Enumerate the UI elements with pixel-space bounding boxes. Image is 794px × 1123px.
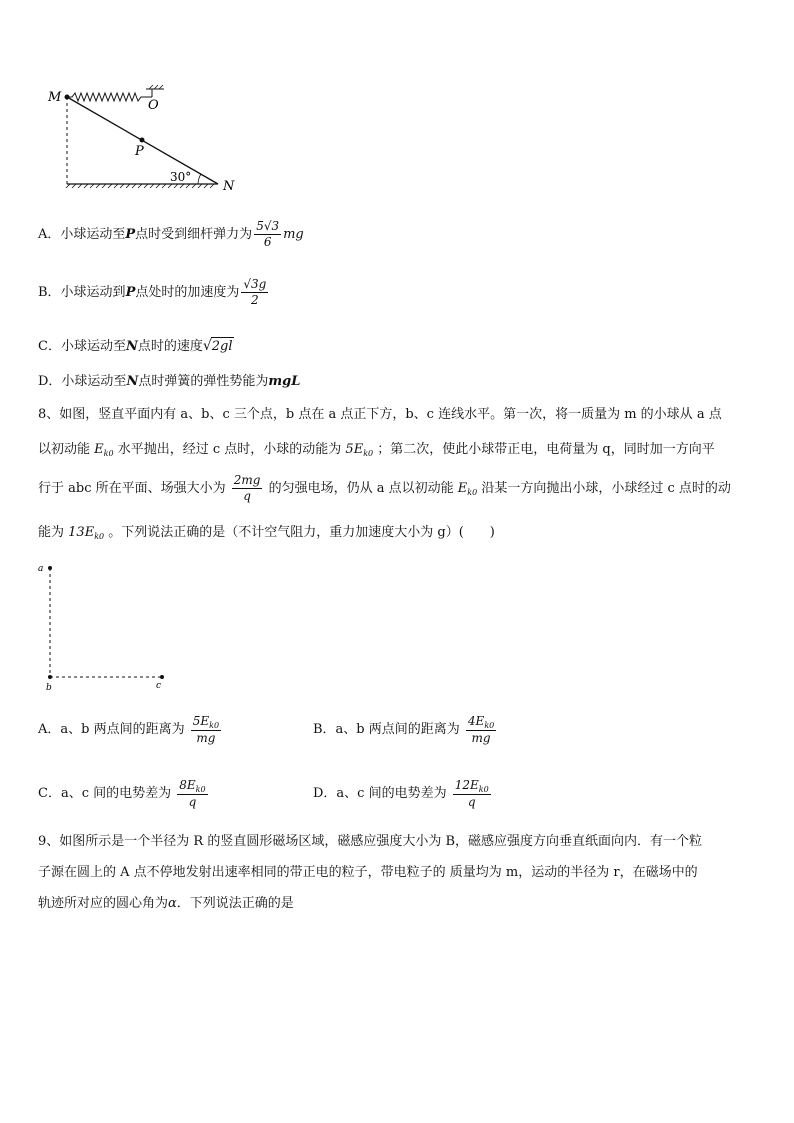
label-N: N xyxy=(223,179,235,194)
fraction: $\frac{√3g}{2}$ xyxy=(243,277,267,307)
label-O: O xyxy=(148,98,159,113)
q9-line-2: 子源在圆上的 A 点不停地发射出速率相同的带正电的粒子，带电粒子的 质量均为 m，运动的半径为 r，在磁场中的 xyxy=(38,865,698,880)
label-angle: 30° xyxy=(170,170,192,184)
q8-line-1: 8、如图，竖直平面内有 a、b、c 三个点，b 点在 a 点正下方，b、c 连线水平。第一次，将一质量为 m 的小球从 a 点 xyxy=(38,407,722,422)
figure-abc xyxy=(34,560,174,695)
q7-option-c: C．小球运动至N点时的速度√2gl xyxy=(38,338,233,354)
q7-option-a: A．小球运动至P点时受到细杆弹力为 $\frac{5√3}{6}$ mg xyxy=(38,219,304,249)
q8-line-4: 能为 $13E_{k0}$ 。下列说法正确的是（不计空气阻力，重力加速度大小为 g）( ) xyxy=(38,525,495,541)
figure-incline-spring xyxy=(40,82,250,197)
thirteen-ek0: $13E_{k0}$ xyxy=(68,525,105,541)
label-c: c xyxy=(156,681,162,691)
ek0: $E_{k0}$ xyxy=(457,481,478,497)
q8-line-2: 以初动能 $E_{k0}$ 水平抛出，经过 c 点时，小球的动能为 $5E_{k0}$ ；第二次，使此小球带正电，电荷量为 q，同时加一方向平 xyxy=(38,442,715,458)
fraction: $\frac{5√3}{6}$ xyxy=(256,219,280,249)
sqrt-symbol: √ xyxy=(202,338,212,354)
q9-line-3: 轨迹所对应的圆心角为α．下列说法正确的是 xyxy=(38,896,294,911)
q8-option-a: A．a、b 两点间的距离为 $\frac{5E_{k0}}{mg}$ xyxy=(38,713,220,745)
label-P: P xyxy=(135,144,144,159)
label-b: b xyxy=(46,683,52,693)
q7-option-d: D．小球运动至N点时弹簧的弹性势能为mgL xyxy=(38,374,301,389)
five-ek0: $5E_{k0}$ xyxy=(345,442,374,458)
ek0: $E_{k0}$ xyxy=(94,442,114,458)
q8-option-b: B．a、b 两点间的距离为 $\frac{4E_{k0}}{mg}$ xyxy=(313,713,495,745)
q8-option-c: C．a、c 间的电势差为 $\frac{8E_{k0}}{q}$ xyxy=(38,777,206,809)
q7-option-b: B．小球运动到P点处时的加速度为 $\frac{√3g}{2}$ xyxy=(38,277,267,307)
label-M: M xyxy=(48,90,62,105)
field-fraction: $\frac{2mg}{q}$ xyxy=(233,473,261,503)
q8-option-d: D．a、c 间的电势差为 $\frac{12E_{k0}}{q}$ xyxy=(313,777,489,809)
label-a: a xyxy=(38,564,44,574)
q8-line-3: 行于 abc 所在平面、场强大小为 $\frac{2mg}{q}$ 的匀强电场，仍从 a 点以初动能 $E_{k0}$ 沿某一方向抛出小球，小球经过 c 点时的动 xyxy=(38,473,731,503)
q9-line-1: 9、如图所示是一个半径为 R 的竖直圆形磁场区域，磁感应强度大小为 B，磁感应强度方向垂直纸面向内．有一个粒 xyxy=(38,834,703,849)
